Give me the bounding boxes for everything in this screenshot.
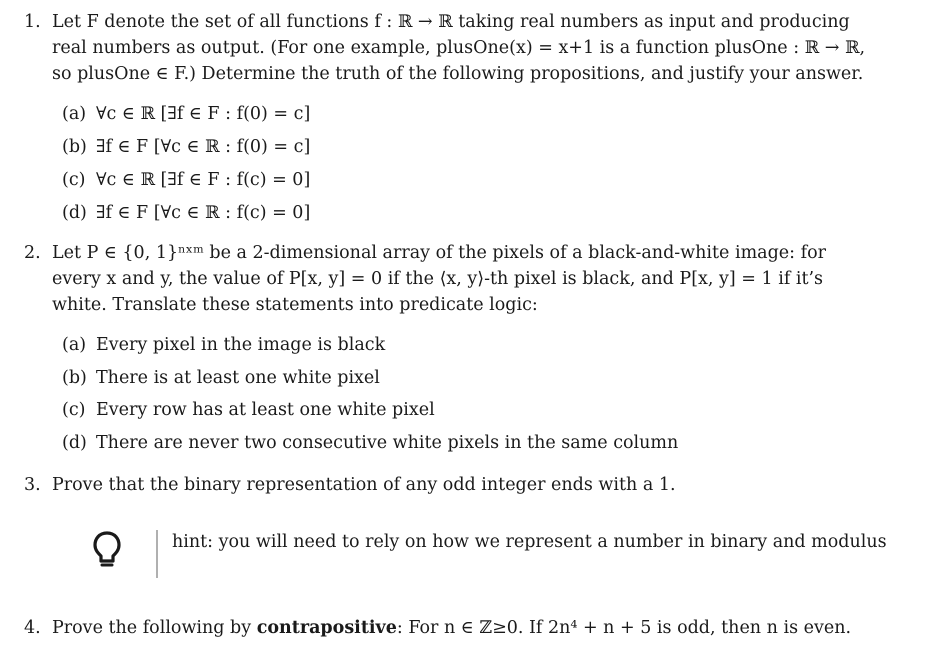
problem-line: real numbers as output. (For one example, plusOne(x) = x+1 is a function plusOne : ℝ → ℝ, xyxy=(52,38,866,58)
problem-line: Let P ∈ {0, 1}ⁿˣᵐ be a 2-dimensional array of the pixels of a black-and-white image: for xyxy=(52,243,826,263)
subitem-text: ∃f ∈ F [∀c ∈ ℝ : f(c) = 0] xyxy=(96,203,311,223)
hint-divider xyxy=(156,530,158,578)
subitem-text: Every pixel in the image is black xyxy=(96,335,386,355)
subitem xyxy=(62,366,380,390)
subitem-label: (c) xyxy=(62,170,86,190)
subitem-text: ∃f ∈ F [∀c ∈ ℝ : f(0) = c] xyxy=(96,137,311,157)
problem-number: 2. xyxy=(24,243,41,263)
problem-line: Let F denote the set of all functions f : ℝ → ℝ taking real numbers as input and producing xyxy=(52,12,850,32)
subitem-label: (d) xyxy=(62,433,87,453)
subitem-text: Every row has at least one white pixel xyxy=(96,400,435,420)
problem-line: so plusOne ∈ F.) Determine the truth of the following propositions, and justify your answer. xyxy=(52,64,864,84)
problem-number: 3. xyxy=(24,475,41,495)
subitem xyxy=(62,102,310,126)
problem-line: white. Translate these statements into predicate logic: xyxy=(52,295,538,315)
subitem-label: (c) xyxy=(62,400,86,420)
subitem xyxy=(62,333,385,357)
subitem-text: ∀c ∈ ℝ [∃f ∈ F : f(c) = 0] xyxy=(96,170,311,190)
problem-line: Prove the following by xyxy=(52,618,257,638)
subitem xyxy=(62,201,310,225)
problem-line: every x and y, the value of P[x, y] = 0 if the ⟨x, y⟩-th pixel is black, and P[x, y] = 1 if it’s xyxy=(52,269,824,289)
subitem-text: ∀c ∈ ℝ [∃f ∈ F : f(0) = c] xyxy=(96,104,311,124)
problem-number: 1. xyxy=(24,12,41,32)
problem-1 xyxy=(24,9,884,87)
subitem-label: (a) xyxy=(62,104,87,124)
subitem-label: (a) xyxy=(62,335,87,355)
subitem-text: There are never two consecutive white pixels in the same column xyxy=(96,433,679,453)
subitem-label: (b) xyxy=(62,368,87,388)
subitem xyxy=(62,135,310,159)
hint-text: hint: you will need to rely on how we represent a number in binary and modulus xyxy=(172,532,887,552)
subitem xyxy=(62,168,310,192)
problem-2 xyxy=(24,240,884,318)
subitem-text: There is at least one white pixel xyxy=(96,368,380,388)
subitem-label: (b) xyxy=(62,137,87,157)
subitem-label: (d) xyxy=(62,203,87,223)
problem-line: Prove that the binary representation of any odd integer ends with a 1. xyxy=(52,475,676,495)
problem-line: : For n ∈ ℤ≥0. If 2n⁴ + n + 5 is odd, then n is even. xyxy=(396,618,852,638)
problem-number: 4. xyxy=(24,618,41,638)
lightbulb-icon xyxy=(92,530,122,570)
subitem xyxy=(62,431,678,455)
subitem xyxy=(62,398,435,422)
problem-4 xyxy=(24,615,884,641)
problem-3 xyxy=(24,472,884,498)
emphasis-contrapositive: contrapositive xyxy=(256,618,397,638)
